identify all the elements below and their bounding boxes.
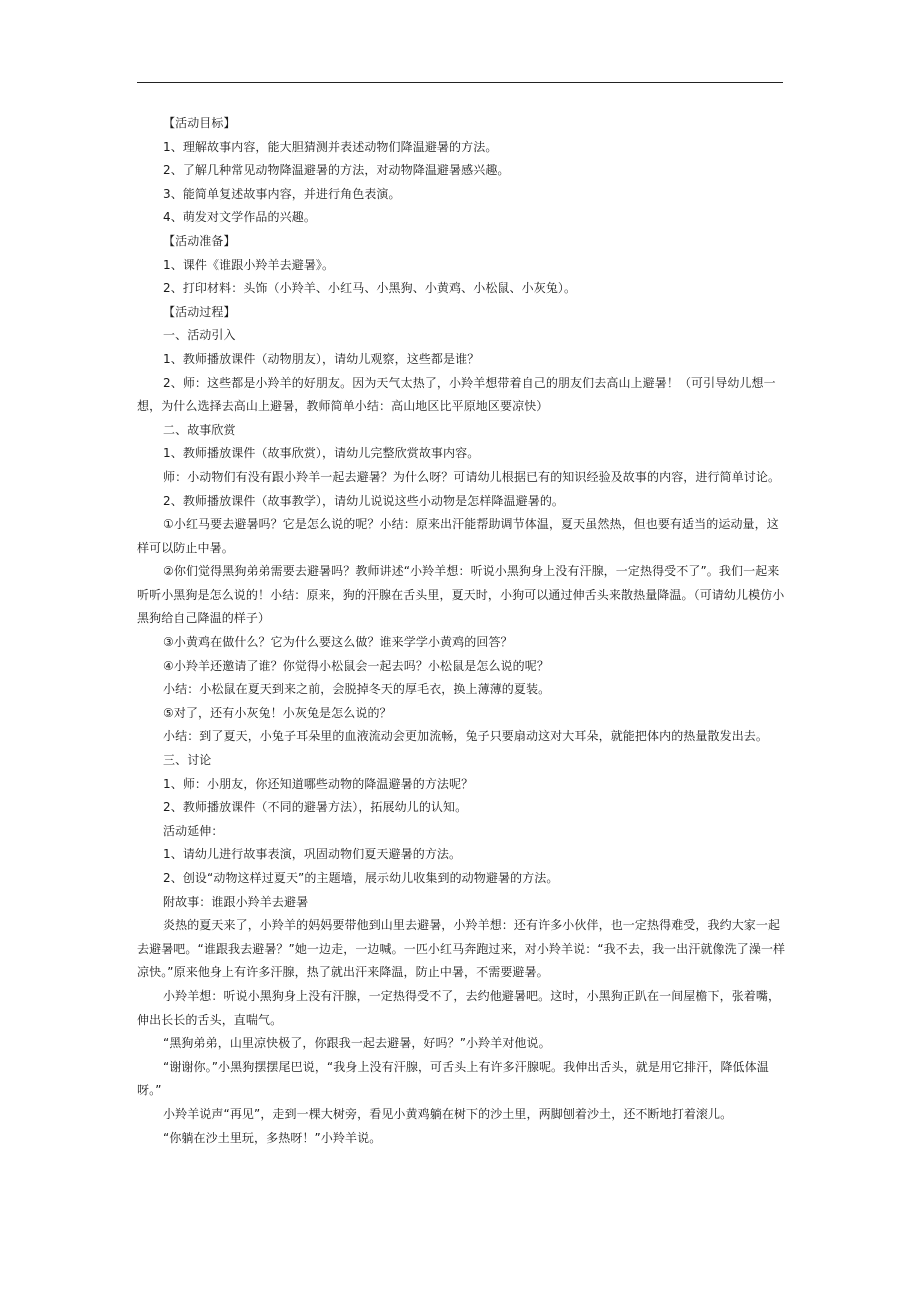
story-paragraph: “谢谢你。”小黑狗摆摆尾巴说，“我身上没有汗腺，可舌头上有许多汗腺呢。我伸出舌头，就是用它排汗，降低体温呀。” — [137, 1059, 769, 1098]
preparation-item: 2、打印材料：头饰（小羚羊、小红马、小黑狗、小黄鸡、小松鼠、小灰兔）。 — [163, 281, 577, 296]
process-item: 小结：到了夏天，小兔子耳朵里的血液流动会更加流畅，兔子只要扇动这对大耳朵，就能把体内的热量散发出去。 — [163, 729, 769, 744]
process-item: ②你们觉得黑狗弟弟需要去避暑吗？教师讲述“小羚羊想：听说小黑狗身上没有汗腺，一定热得受不了”。我们一起来听听小黑狗是怎么说的！小结：原来，狗的汗腺在舌头里，夏天时，小狗可以通过伸舌头来散热量降温。（可请幼儿模仿小黑狗给自己降温的样子） — [137, 564, 785, 626]
story-paragraph: “你躺在沙土里玩，多热呀！”小羚羊说。 — [163, 1130, 382, 1145]
subsection-heading: 二、故事欣赏 — [163, 422, 236, 437]
header-rule — [137, 82, 783, 83]
process-item: 2、教师播放课件（故事教学），请幼儿说说这些小动物是怎样降温避暑的。 — [163, 493, 565, 508]
process-item: 2、教师播放课件（不同的避暑方法），拓展幼儿的认知。 — [163, 800, 468, 815]
extension-item: 2、创设“动物这样过夏天”的主题墙，展示幼儿收集到的动物避暑的方法。 — [163, 871, 559, 885]
process-item: ①小红马要去避暑吗？它是怎么说的呢？小结：原来出汗能帮助调节体温，夏天虽然热，但也要有适当的运动量，这样可以防止中暑。 — [137, 517, 779, 555]
process-item: 1、教师播放课件（动物朋友），请幼儿观察，这些都是谁？ — [163, 351, 480, 366]
section-heading-preparation: 【活动准备】 — [163, 233, 236, 248]
subsection-heading: 一、活动引入 — [163, 328, 236, 343]
process-item: 师：小动物们有没有跟小羚羊一起去避暑？为什么呀？可请幼儿根据已有的知识经验及故事的内容，进行简单讨论。 — [163, 469, 781, 484]
story-paragraph: 炎热的夏天来了，小羚羊的妈妈要带他到山里去避暑，小羚羊想：还有许多小伙伴，也一定热得难受，我约大家一起去避暑吧。“谁跟我去避暑？”她一边走，一边喊。一匹小红马奔跑过来，对小羚羊说：“我不去，我一出汗就像洗了澡一样凉快。”原来他身上有许多汗腺，热了就出汗来降温，防止中暑，不需要避暑。 — [137, 918, 786, 980]
story-paragraph: 小羚羊说声“再见”，走到一棵大树旁，看见小黄鸡躺在树下的沙土里，两脚刨着沙土，还不断地打着滚儿。 — [163, 1106, 733, 1121]
goal-item: 1、理解故事内容，能大胆猜测并表述动物们降温避暑的方法。 — [163, 139, 498, 154]
section-heading-process: 【活动过程】 — [163, 304, 236, 319]
process-item: ③小黄鸡在做什么？它为什么要这么做？谁来学学小黄鸡的回答？ — [163, 635, 513, 650]
process-item: 小结：小松鼠在夏天到来之前，会脱掉冬天的厚毛衣，换上薄薄的夏装。 — [163, 682, 551, 697]
extension-item: 1、请幼儿进行故事表演，巩固动物们夏天避暑的方法。 — [163, 847, 462, 862]
goal-item: 4、萌发对文学作品的兴趣。 — [163, 210, 316, 225]
goal-item: 2、了解几种常见动物降温避暑的方法，对动物降温避暑感兴趣。 — [163, 163, 510, 178]
subsection-heading: 活动延伸： — [163, 823, 224, 838]
preparation-item: 1、课件《谁跟小羚羊去避暑》。 — [163, 257, 335, 272]
subsection-heading: 三、讨论 — [163, 753, 212, 768]
process-item: 1、师：小朋友，你还知道哪些动物的降温避暑的方法呢？ — [163, 776, 474, 791]
document-body — [137, 112, 788, 1150]
story-paragraph: “黑狗弟弟，山里凉快极了，你跟我一起去避暑，好吗？”小羚羊对他说。 — [163, 1036, 551, 1051]
goal-item: 3、能简单复述故事内容，并进行角色表演。 — [163, 186, 401, 201]
process-item: 1、教师播放课件（故事欣赏），请幼儿完整欣赏故事内容。 — [163, 446, 480, 461]
story-title: 附故事：谁跟小羚羊去避暑 — [163, 894, 309, 909]
process-item: 2、师：这些都是小羚羊的好朋友。因为天气太热了，小羚羊想带着自己的朋友们去高山上避暑！（可引导幼儿想一想，为什么选择去高山上避暑，教师简单小结：高山地区比平原地区要凉快） — [137, 375, 776, 414]
section-heading-goals: 【活动目标】 — [163, 116, 236, 130]
process-item: ④小羚羊还邀请了谁？你觉得小松鼠会一起去吗？小松鼠是怎么说的呢？ — [163, 658, 549, 673]
process-item: ⑤对了，还有小灰兔！小灰兔是怎么说的？ — [163, 705, 392, 720]
story-paragraph: 小羚羊想：听说小黑狗身上没有汗腺，一定热得受不了，去约他避暑吧。这时，小黑狗正趴在一间屋檐下，张着嘴，伸出长长的舌头，直喘气。 — [137, 988, 781, 1027]
